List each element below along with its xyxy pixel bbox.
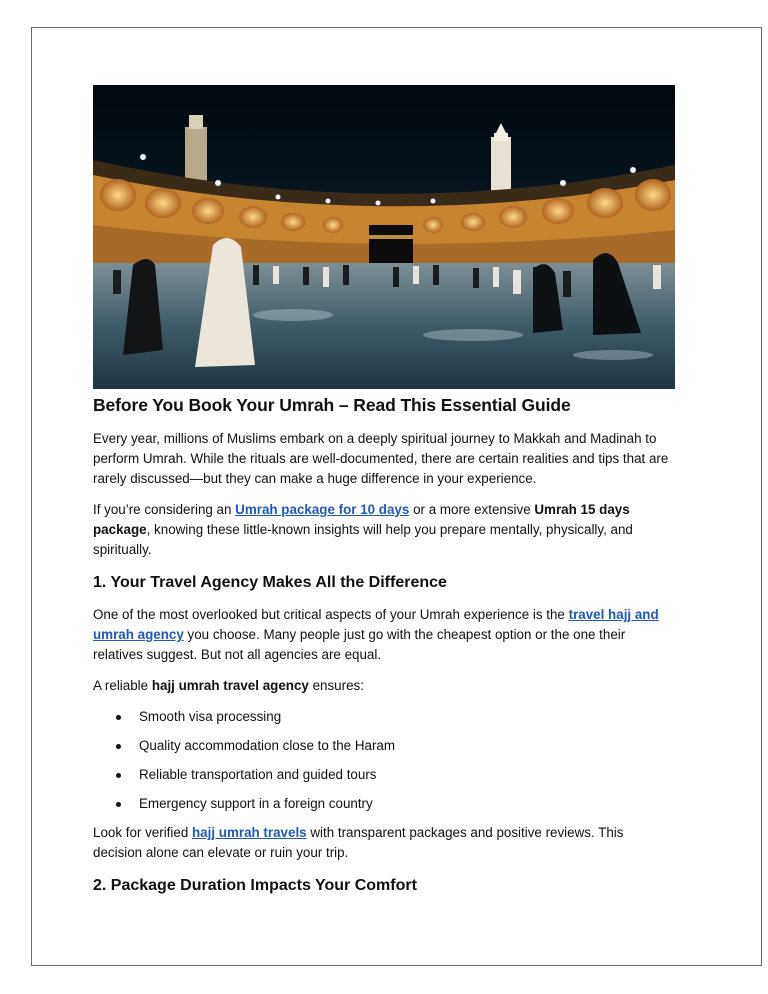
agency-benefits-list [93, 707, 675, 814]
umrah-15-days-bold: Umrah 15 days package [93, 502, 630, 537]
umrah-10-days-link[interactable]: Umrah package for 10 days [235, 502, 410, 517]
section-1-heading: 1. Your Travel Agency Makes All the Difference [93, 574, 447, 591]
bullet-icon [116, 802, 121, 807]
list-item: Reliable transportation and guided tours [93, 765, 675, 785]
packages-paragraph: If you’re considering an Umrah package for 10 days or a more extensive Umrah 15 days package, knowing these little-known insights will help you prepare mentally, physically, and spiritually. [93, 502, 633, 557]
section-1-paragraph-3: Look for verified hajj umrah travels with transparent packages and positive reviews. This decision alone can elevate or ruin your trip. [93, 825, 624, 860]
list-item: Smooth visa processing [93, 707, 675, 727]
bullet-icon [116, 773, 121, 778]
list-item: Quality accommodation close to the Haram [93, 736, 675, 756]
kaaba-night-photo [93, 85, 675, 389]
bullet-icon [116, 715, 121, 720]
hajj-umrah-travels-link[interactable]: hajj umrah travels [192, 825, 307, 840]
agency-bold: hajj umrah travel agency [151, 678, 309, 693]
article-content [93, 392, 675, 908]
travel-agency-link[interactable]: travel hajj and umrah agency [93, 607, 659, 642]
section-1-paragraph-2: A reliable hajj umrah travel agency ensures: [93, 678, 364, 693]
article-title: Before You Book Your Umrah – Read This Essential Guide [93, 395, 571, 415]
intro-paragraph: Every year, millions of Muslims embark on a deeply spiritual journey to Makkah and Madinah to perform Umrah. While the rituals are well-documented, there are certain realities and tips that are rarely discussed—but they can make a huge difference in your experience. [93, 431, 669, 486]
bullet-icon [116, 744, 121, 749]
section-1-paragraph-1: One of the most overlooked but critical aspects of your Umrah experience is the travel hajj and umrah agency you choose. Many people just go with the cheapest option or the one their relatives suggest. But not all agencies are equal. [93, 607, 659, 662]
list-item: Emergency support in a foreign country [93, 794, 675, 814]
section-2-heading: 2. Package Duration Impacts Your Comfort [93, 877, 417, 894]
